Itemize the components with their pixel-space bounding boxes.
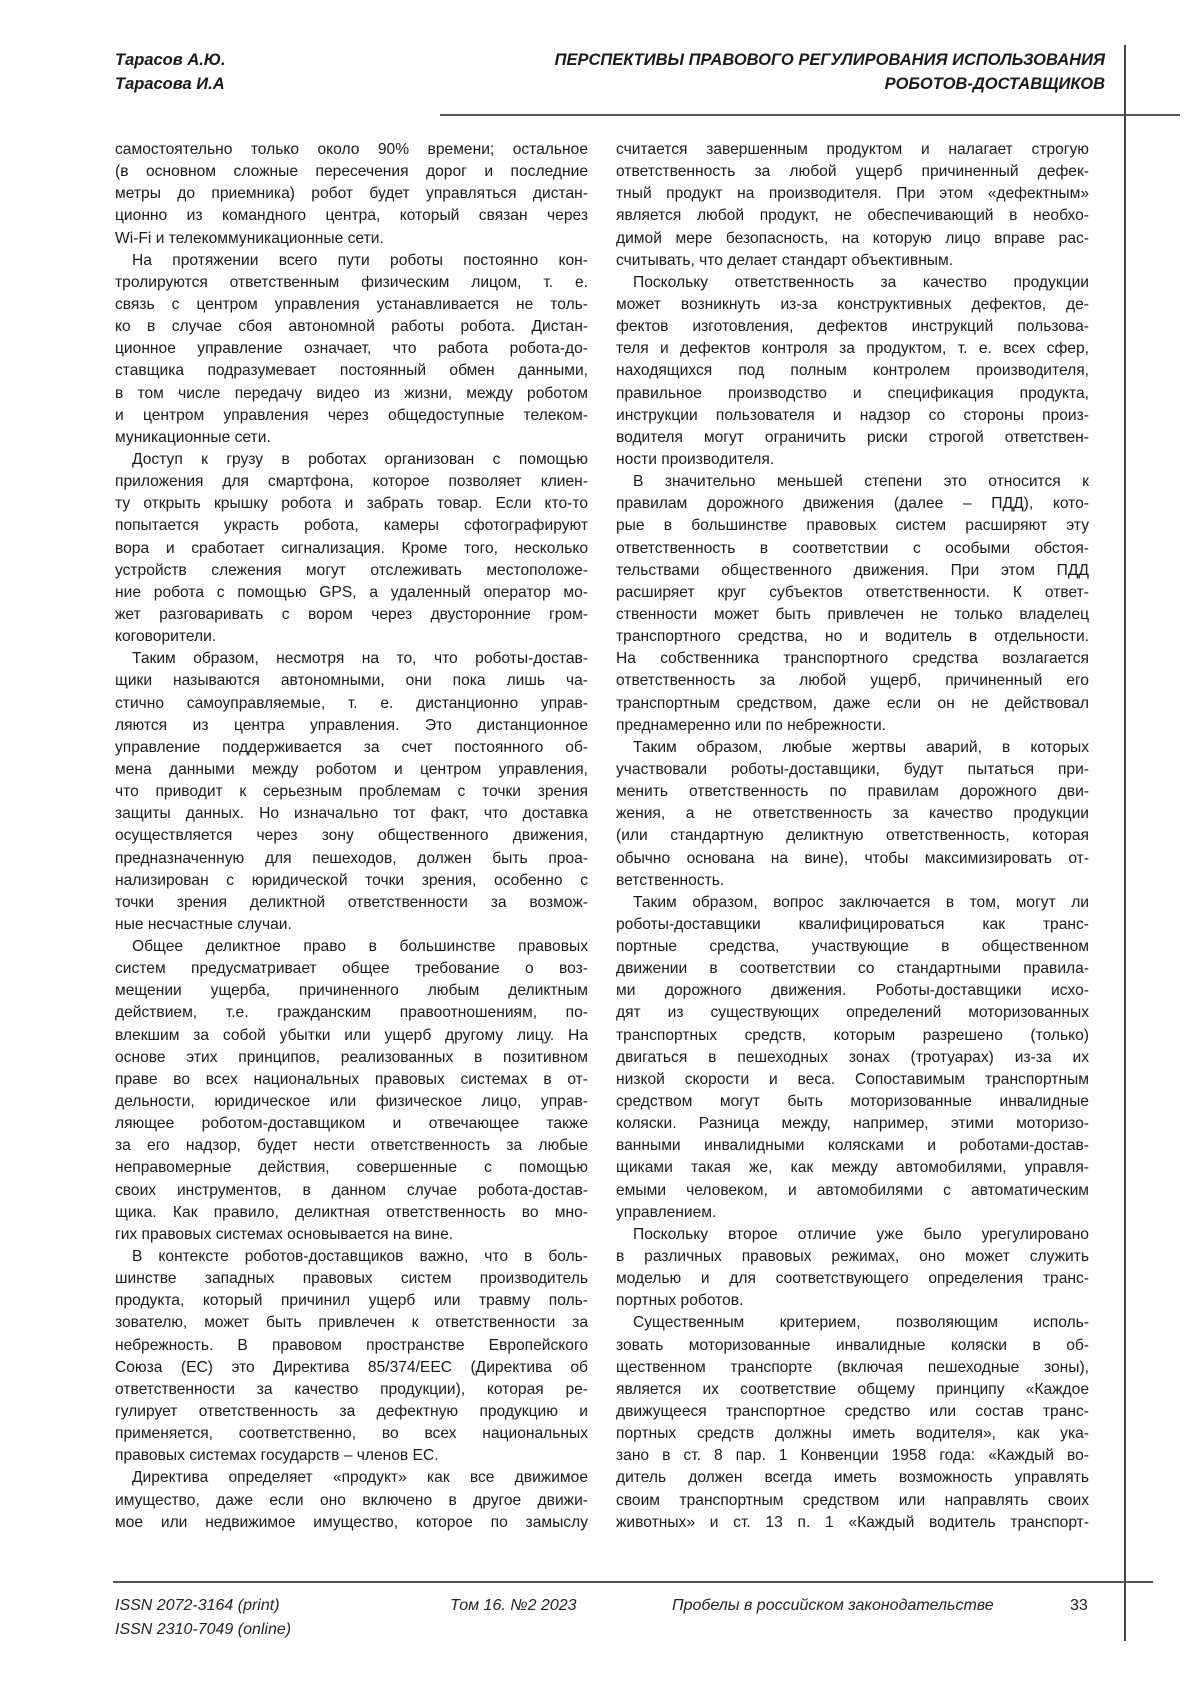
issn-print: ISSN 2072-3164 (print): [115, 1594, 291, 1618]
text-line: Таким образом, любые жертвы аварий, в которых: [616, 737, 1089, 759]
text-line: ставщика подразумевает постоянный обмен данными,: [115, 360, 588, 382]
footer-issn: [115, 1594, 291, 1642]
text-line: Поскольку второе отличие уже было урегулировано: [616, 1224, 1089, 1246]
text-line: роботы-доставщики квалифицироваться как транс-: [616, 914, 1089, 936]
text-line: инструкции пользователя и надзор со стороны произ-: [616, 405, 1089, 427]
text-line: применяется, соответственно, во всех национальных: [115, 1423, 588, 1445]
text-line: может возникнуть из-за конструктивных дефектов, де-: [616, 294, 1089, 316]
text-line: ми дорожного движения. Роботы-доставщики исхо-: [616, 980, 1089, 1002]
text-line: портных средств должны иметь водителя», как ука-: [616, 1423, 1089, 1445]
text-line: Wi-Fi и телекоммуникационные сети.: [115, 228, 588, 250]
text-line: находящихся под полным контролем производителя,: [616, 360, 1089, 382]
text-line: Общее деликтное право в большинстве правовых: [115, 936, 588, 958]
text-line: На собственника транспортного средства возлагается: [616, 648, 1089, 670]
text-line: своих инструментов, в данном случае робота-достав-: [115, 1180, 588, 1202]
text-line: приложения для смартфона, которое позволяет клиен-: [115, 471, 588, 493]
text-line: (или стандартную деликтную ответственность, которая: [616, 825, 1089, 847]
text-line: преднамеренно или по небрежности.: [616, 715, 1089, 737]
text-line: продукта, который причинил ущерб или травму поль-: [115, 1290, 588, 1312]
text-line: Доступ к грузу в роботах организован с помощью: [115, 449, 588, 471]
text-line: систем предусматривает общее требование о воз-: [115, 958, 588, 980]
text-line: животных» и ст. 13 п. 1 «Каждый водитель транспорт-: [616, 1512, 1089, 1534]
text-column-left: [115, 139, 588, 1534]
text-line: имущество, даже если оно включено в другое движи-: [115, 1490, 588, 1512]
text-line: ционно из командного центра, который связан через: [115, 205, 588, 227]
text-line: неправомерные действия, совершенные с помощью: [115, 1157, 588, 1179]
text-line: зано в ст. 8 пар. 1 Конвенции 1958 года: «Каждый во-: [616, 1445, 1089, 1467]
text-line: фектов изготовления, дефектов инструкций пользова-: [616, 316, 1089, 338]
text-line: низкой скорости и веса. Сопоставимым транспортным: [616, 1069, 1089, 1091]
text-line: ветственность.: [616, 870, 1089, 892]
text-line: в различных правовых режимах, оно может служить: [616, 1246, 1089, 1268]
text-line: жет разговаривать с вором через двусторонние гром-: [115, 604, 588, 626]
paragraph: [616, 272, 1089, 471]
text-line: Директива определяет «продукт» как все движимое: [115, 1467, 588, 1489]
text-line: На протяжении всего пути роботы постоянно кон-: [115, 250, 588, 272]
text-line: управлением.: [616, 1202, 1089, 1224]
text-column-right: [616, 139, 1089, 1534]
text-line: ванными инвалидными колясками и роботами-достав-: [616, 1135, 1089, 1157]
text-line: правильное производство и спецификация продукта,: [616, 383, 1089, 405]
text-line: нализирован с юридической точки зрения, особенно с: [115, 870, 588, 892]
text-line: основе этих принципов, реализованных в позитивном: [115, 1047, 588, 1069]
text-line: коляски. Разница между, например, этими моторизо-: [616, 1113, 1089, 1135]
text-line: осуществляется через зону общественного движения,: [115, 825, 588, 847]
text-line: является любой продукт, не обеспечивающий в необхо-: [616, 205, 1089, 227]
author-name: Тарасова И.А: [115, 72, 226, 96]
paragraph: [616, 1224, 1089, 1313]
text-line: метры до приемника) робот будет управляться дистан-: [115, 183, 588, 205]
text-line: щественном транспорте (включая пешеходные зоны),: [616, 1357, 1089, 1379]
text-line: Союза (ЕС) это Директива 85/374/ЕЕС (Директива об: [115, 1357, 588, 1379]
paragraph: [616, 139, 1089, 272]
text-line: коговорители.: [115, 626, 588, 648]
text-line: мещении ущерба, причиненного любым деликтным: [115, 980, 588, 1002]
title-line: ПЕРСПЕКТИВЫ ПРАВОВОГО РЕГУЛИРОВАНИЯ ИСПОЛЬЗОВАНИЯ: [555, 48, 1105, 72]
running-header-authors: [115, 48, 226, 96]
text-line: средством могут быть моторизованные инвалидные: [616, 1091, 1089, 1113]
text-line: В контексте роботов-доставщиков важно, что в боль-: [115, 1246, 588, 1268]
footer-rule: [113, 1581, 1153, 1583]
text-line: ние робота с помощью GPS, а удаленный оператор мо-: [115, 582, 588, 604]
paragraph: [616, 1312, 1089, 1533]
text-line: транспортного средства, но и водитель в отдельности.: [616, 626, 1089, 648]
text-line: защиты данных. Но изначально тот факт, что доставка: [115, 803, 588, 825]
text-line: дят из существующих определений моторизованных: [616, 1002, 1089, 1024]
paragraph: [115, 139, 588, 250]
author-name: Тарасов А.Ю.: [115, 48, 226, 72]
text-line: расширяет круг субъектов ответственности. К ответ-: [616, 582, 1089, 604]
text-line: и центром управления через общедоступные телеком-: [115, 405, 588, 427]
text-line: действием, т.е. гражданским правоотношениям, по-: [115, 1002, 588, 1024]
text-line: ответственность за любой ущерб причиненный дефек-: [616, 161, 1089, 183]
text-line: правовых системах государств – членов ЕС.: [115, 1445, 588, 1467]
text-line: ности производителя.: [616, 449, 1089, 471]
text-line: тный продукт на производителя. При этом «дефектным»: [616, 183, 1089, 205]
text-line: стично самоуправляемые, т. е. дистанционно управ-: [115, 693, 588, 715]
text-line: портные средства, участвующие в общественном: [616, 936, 1089, 958]
text-line: В значительно меньшей степени это относится к: [616, 471, 1089, 493]
text-line: попытается украсть робота, камеры сфотографируют: [115, 515, 588, 537]
text-line: самостоятельно только около 90% времени; остальное: [115, 139, 588, 161]
text-line: емыми человеком, и автомобилями с автоматическим: [616, 1180, 1089, 1202]
text-line: влекшим за собой убытки или ущерб другому лицу. На: [115, 1025, 588, 1047]
header-rule: [440, 114, 1180, 116]
text-line: ляются из центра управления. Это дистанционное: [115, 715, 588, 737]
text-line: моделью и для соответствующего определения транс-: [616, 1268, 1089, 1290]
text-line: правилам дорожного движения (далее – ПДД), кото-: [616, 493, 1089, 515]
paragraph: [616, 471, 1089, 737]
text-line: дитель должен всегда иметь возможность управлять: [616, 1467, 1089, 1489]
margin-rule: [1124, 45, 1126, 1641]
text-line: Поскольку ответственность за качество продукции: [616, 272, 1089, 294]
text-line: точки зрения деликтной ответственности за возмож-: [115, 892, 588, 914]
footer-journal: Пробелы в российском законодательстве: [672, 1594, 994, 1618]
text-line: считывать, что делает стандарт объективным.: [616, 250, 1089, 272]
text-line: движущееся транспортное средство или состав транс-: [616, 1401, 1089, 1423]
text-line: Таким образом, несмотря на то, что роботы-достав-: [115, 648, 588, 670]
text-line: ционное управление означает, что работа робота-до-: [115, 338, 588, 360]
text-line: тролируются ответственным физическим лицом, т. е.: [115, 272, 588, 294]
text-line: дельности, юридическое или физическое лицо, управ-: [115, 1091, 588, 1113]
text-line: своим транспортным средством или направлять своих: [616, 1490, 1089, 1512]
text-line: Существенным критерием, позволяющим исполь-: [616, 1312, 1089, 1334]
text-line: ответственности за качество продукции), которая ре-: [115, 1379, 588, 1401]
text-line: щика. Как правило, деликтная ответственность во мно-: [115, 1202, 588, 1224]
text-line: что приводит к серьезным проблемам с точки зрения: [115, 781, 588, 803]
text-line: (в основном сложные пересечения дорог и последние: [115, 161, 588, 183]
text-line: предназначенную для пешеходов, должен быть проа-: [115, 848, 588, 870]
text-line: ответственность в соответствии с особыми обстоя-: [616, 538, 1089, 560]
text-line: рые в большинстве правовых систем расширяют эту: [616, 515, 1089, 537]
paragraph: [115, 449, 588, 648]
text-line: димой мере безопасность, на которую лицо вправе рас-: [616, 228, 1089, 250]
text-line: связь с центром управления устанавливается не толь-: [115, 294, 588, 316]
text-line: щики называются автономными, они пока лишь ча-: [115, 670, 588, 692]
text-line: праве во всех национальных правовых системах в от-: [115, 1069, 588, 1091]
text-line: ответственность за любой ущерб, причиненный его: [616, 670, 1089, 692]
text-line: обычно основана на вине), чтобы максимизировать от-: [616, 848, 1089, 870]
text-line: является их соответствие общему принципу «Каждое: [616, 1379, 1089, 1401]
text-line: зовать моторизованные инвалидные коляски в об-: [616, 1335, 1089, 1357]
text-line: Таким образом, вопрос заключается в том, могут ли: [616, 892, 1089, 914]
text-line: ту открыть крышку робота и забрать товар. Если кто-то: [115, 493, 588, 515]
title-line: РОБОТОВ-ДОСТАВЩИКОВ: [555, 72, 1105, 96]
text-line: зователю, может быть привлечен к ответственности за: [115, 1312, 588, 1334]
text-line: двигаться в пешеходных зонах (тротуарах) из-за их: [616, 1047, 1089, 1069]
paragraph: [115, 1246, 588, 1467]
text-line: ные несчастные случаи.: [115, 914, 588, 936]
text-line: транспортным средством, даже если он не действовал: [616, 693, 1089, 715]
text-line: транспортных средств, которым разрешено (только): [616, 1025, 1089, 1047]
text-line: водителя могут ограничить риски строгой ответствен-: [616, 427, 1089, 449]
text-line: ляющее роботом-доставщиком и отвечающее также: [115, 1113, 588, 1135]
paragraph: [616, 892, 1089, 1224]
text-line: менить ответственность по правилам дорожного дви-: [616, 781, 1089, 803]
text-line: щиками такая же, как между автомобилями, управля-: [616, 1157, 1089, 1179]
text-line: мена данными между роботом и центром управления,: [115, 759, 588, 781]
text-line: жения, а не ответственность за качество продукции: [616, 803, 1089, 825]
text-line: ко в случае сбоя автономной работы робота. Дистан-: [115, 316, 588, 338]
footer-volume: Том 16. №2 2023: [450, 1594, 577, 1618]
paragraph: [115, 1467, 588, 1533]
paragraph: [115, 250, 588, 449]
text-line: теля и дефектов контроля за продуктом, т. е. всех сфер,: [616, 338, 1089, 360]
text-line: муникационные сети.: [115, 427, 588, 449]
text-line: гих правовых системах основывается на вине.: [115, 1224, 588, 1246]
paragraph: [115, 648, 588, 936]
page-number: 33: [1070, 1594, 1088, 1618]
running-header-title: [555, 48, 1105, 96]
text-line: движении в соответствии со стандартными правила-: [616, 958, 1089, 980]
text-line: управление поддерживается за счет постоянного об-: [115, 737, 588, 759]
text-line: устройств слежения могут отслеживать местоположе-: [115, 560, 588, 582]
text-line: мое или недвижимое имущество, которое по замыслу: [115, 1512, 588, 1534]
text-line: вора и сработает сигнализация. Кроме того, несколько: [115, 538, 588, 560]
text-line: шинстве западных правовых систем производитель: [115, 1268, 588, 1290]
text-line: тельствами общественного движения. При этом ПДД: [616, 560, 1089, 582]
text-line: небрежность. В правовом пространстве Европейского: [115, 1335, 588, 1357]
text-line: в том числе передачу видео из жизни, между роботом: [115, 383, 588, 405]
text-line: портных роботов.: [616, 1290, 1089, 1312]
issn-online: ISSN 2310-7049 (online): [115, 1618, 291, 1642]
text-line: участвовали роботы-доставщики, будут пытаться при-: [616, 759, 1089, 781]
text-line: ственности может быть привлечен не только владелец: [616, 604, 1089, 626]
paragraph: [115, 936, 588, 1246]
text-line: гулирует ответственность за дефектную продукцию и: [115, 1401, 588, 1423]
text-line: считается завершенным продуктом и налагает строгую: [616, 139, 1089, 161]
paragraph: [616, 737, 1089, 892]
text-line: за его надзор, будет нести ответственность за любые: [115, 1135, 588, 1157]
